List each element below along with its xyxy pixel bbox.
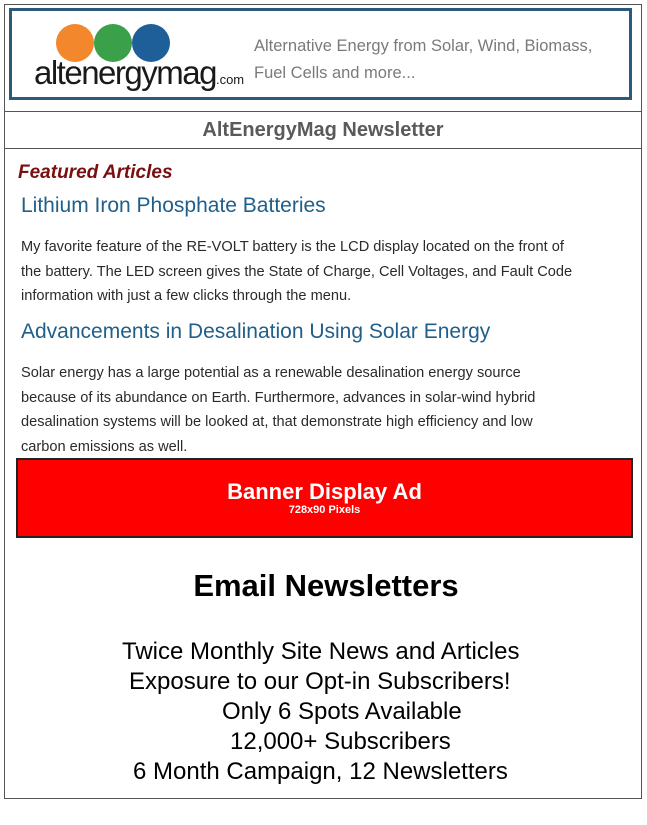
article-body-line: My favorite feature of the RE-VOLT battery is the LCD display located on the front of [21,239,564,255]
promo-line: 12,000+ Subscribers [230,728,451,755]
article-body-line: because of its abundance on Earth. Furthermore, advances in solar-wind hybrid [21,389,536,406]
article-body-lithium [21,235,633,309]
banner-title: Banner Display Ad [227,479,422,504]
banner-subtitle: 728x90 Pixels [288,504,361,516]
promo-heading: Email Newsletters [193,568,459,603]
article-title-desalination[interactable]: Advancements in Desalination Using Solar Energy [21,320,491,343]
tagline-line-1: Alternative Energy from Solar, Wind, Biomass, [254,37,593,55]
promo-line: Only 6 Spots Available [222,698,462,725]
article-body-line: desalination systems will be looked at, that demonstrate high efficiency and low [21,414,533,431]
article-body-line: Solar energy has a large potential as a renewable desalination energy source [21,365,521,381]
article-body-line: carbon emissions as well. [21,438,188,455]
banner-display-ad[interactable] [16,458,633,538]
featured-articles-label: Featured Articles [18,162,173,183]
article-body-desalination [21,361,633,459]
article-body-line: information with just a few clicks through the menu. [21,288,352,305]
logo-wordmark: altenergymag.com [34,54,245,91]
tagline-line-2: Fuel Cells and more... [254,64,416,82]
newsletter-title: AltEnergyMag Newsletter [4,111,642,149]
site-logo[interactable] [34,20,245,92]
promo-line: Exposure to our Opt-in Subscribers! [129,668,511,695]
promo-line: 6 Month Campaign, 12 Newsletters [133,758,508,785]
site-header [9,8,632,100]
site-tagline [254,33,624,87]
article-title-lithium[interactable]: Lithium Iron Phosphate Batteries [21,194,326,217]
promo-line: Twice Monthly Site News and Articles [122,638,520,665]
article-body-line: the battery. The LED screen gives the State of Charge, Cell Voltages, and Fault Code [21,263,573,280]
